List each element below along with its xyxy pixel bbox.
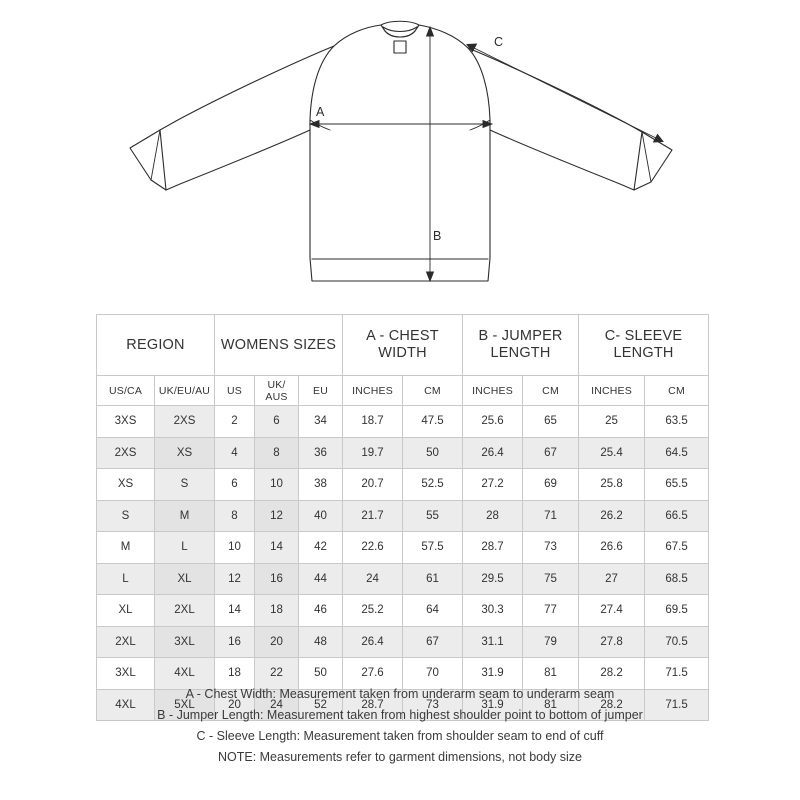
table-group-header-row [97,315,709,376]
table-cell: 4XL [97,689,155,721]
table-cell: 26.4 [463,437,523,469]
table-cell: 30.3 [463,595,523,627]
measurement-notes [0,684,800,768]
table-cell: 27.8 [579,626,645,658]
table-cell: 4XL [155,658,215,690]
table-cell: 31.1 [463,626,523,658]
table-row [97,532,709,564]
table-cell: 26.2 [579,500,645,532]
group-header-sleeve-length: C- SLEEVE LENGTH [579,315,709,376]
table-cell: 67 [523,437,579,469]
table-cell: 12 [255,500,299,532]
table-cell: 68.5 [645,563,709,595]
label-c: C [494,35,504,49]
table-cell: 20.7 [343,469,403,501]
sub-header-sleeve-cm: CM [645,376,709,406]
table-cell: 28 [463,500,523,532]
table-cell: 8 [215,500,255,532]
table-row [97,595,709,627]
table-row [97,563,709,595]
table-cell: 50 [299,658,343,690]
table-cell: 73 [523,532,579,564]
table-cell: 69.5 [645,595,709,627]
size-chart-table [96,314,709,721]
table-cell: 64 [403,595,463,627]
table-cell: 16 [255,563,299,595]
table-cell: 65 [523,406,579,438]
table-cell: 2XS [155,406,215,438]
table-cell: 19.7 [343,437,403,469]
group-header-chest-width: A - CHEST WIDTH [343,315,463,376]
table-sub-header-row [97,376,709,406]
table-cell: 40 [299,500,343,532]
table-cell: 27.2 [463,469,523,501]
sub-header-us: US [215,376,255,406]
table-cell: 18.7 [343,406,403,438]
table-cell: XS [155,437,215,469]
table-cell: 67.5 [645,532,709,564]
table-cell: 24 [343,563,403,595]
table-cell: 63.5 [645,406,709,438]
table-cell: S [155,469,215,501]
sub-header-chest-inches: INCHES [343,376,403,406]
sub-header-length-inches: INCHES [463,376,523,406]
table-cell: 34 [299,406,343,438]
table-cell: 6 [215,469,255,501]
table-cell: 2XL [155,595,215,627]
table-cell: 81 [523,658,579,690]
note-chest-width: A - Chest Width: Measurement taken from underarm seam to underarm seam [185,687,615,701]
table-cell: 50 [403,437,463,469]
table-cell: 28.7 [343,689,403,721]
table-cell: L [97,563,155,595]
table-cell: 52.5 [403,469,463,501]
table-cell: 16 [215,626,255,658]
table-cell: 3XL [97,658,155,690]
table-cell: 2XL [97,626,155,658]
table-cell: 44 [299,563,343,595]
table-cell: 28.7 [463,532,523,564]
table-cell: 55 [403,500,463,532]
table-body [97,406,709,721]
table-cell: 22.6 [343,532,403,564]
note-general: NOTE: Measurements refer to garment dimensions, not body size [217,750,583,764]
table-row [97,437,709,469]
table-cell: 69 [523,469,579,501]
table-cell: 25.4 [579,437,645,469]
table-cell: 26.6 [579,532,645,564]
sub-header-us-ca: US/CA [97,376,155,406]
table-cell: 48 [299,626,343,658]
table-cell: L [155,532,215,564]
table-cell: 71.5 [645,689,709,721]
table-cell: XS [97,469,155,501]
table-cell: 64.5 [645,437,709,469]
table-cell: 77 [523,595,579,627]
table-row [97,406,709,438]
table-cell: M [97,532,155,564]
sub-header-eu: EU [299,376,343,406]
table-cell: 28.2 [579,658,645,690]
table-cell: 27.4 [579,595,645,627]
table-cell: 10 [255,469,299,501]
note-jumper-length: B - Jumper Length: Measurement taken from highest shoulder point to bottom of jumper [157,708,643,722]
table-cell: 73 [403,689,463,721]
table-cell: 2 [215,406,255,438]
label-a: A [316,105,325,119]
sweatshirt-drawing [0,0,800,310]
table-cell: 29.5 [463,563,523,595]
table-cell: 31.9 [463,689,523,721]
table-row [97,500,709,532]
group-header-jumper-length: B - JUMPER LENGTH [463,315,579,376]
table-cell: 27.6 [343,658,403,690]
table-cell: 25.6 [463,406,523,438]
table-cell: 47.5 [403,406,463,438]
table-cell: 28.2 [579,689,645,721]
sub-header-uk-eu-au: UK/EU/AU [155,376,215,406]
table-cell: 61 [403,563,463,595]
table-cell: XL [97,595,155,627]
group-header-womens-sizes: WOMENS SIZES [215,315,343,376]
size-chart-table-wrapper [96,314,708,721]
table-cell: 20 [255,626,299,658]
label-b: B [433,229,442,243]
table-cell: 25.2 [343,595,403,627]
table-cell: M [155,500,215,532]
table-cell: 14 [215,595,255,627]
note-sleeve-length: C - Sleeve Length: Measurement taken from shoulder seam to end of cuff [196,729,604,743]
table-cell: 5XL [155,689,215,721]
garment-illustration [0,0,800,310]
table-cell: 26.4 [343,626,403,658]
table-cell: XL [155,563,215,595]
group-header-region: REGION [97,315,215,376]
table-cell: 27 [579,563,645,595]
table-cell: 3XL [155,626,215,658]
table-cell: 14 [255,532,299,564]
sub-header-chest-cm: CM [403,376,463,406]
sub-header-length-cm: CM [523,376,579,406]
table-cell: 70 [403,658,463,690]
table-cell: 18 [215,658,255,690]
table-cell: 70.5 [645,626,709,658]
table-cell: 4 [215,437,255,469]
table-cell: 6 [255,406,299,438]
table-cell: S [97,500,155,532]
table-cell: 2XS [97,437,155,469]
table-cell: 3XS [97,406,155,438]
table-cell: 20 [215,689,255,721]
table-cell: 25.8 [579,469,645,501]
sub-header-sleeve-inches: INCHES [579,376,645,406]
table-cell: 25 [579,406,645,438]
table-cell: 21.7 [343,500,403,532]
table-cell: 71 [523,500,579,532]
table-row [97,469,709,501]
sub-header-uk-aus: UK/ AUS [255,376,299,406]
table-cell: 18 [255,595,299,627]
table-cell: 75 [523,563,579,595]
table-cell: 57.5 [403,532,463,564]
table-cell: 71.5 [645,658,709,690]
table-cell: 12 [215,563,255,595]
table-cell: 22 [255,658,299,690]
table-cell: 31.9 [463,658,523,690]
table-cell: 36 [299,437,343,469]
table-cell: 81 [523,689,579,721]
table-cell: 67 [403,626,463,658]
table-cell: 24 [255,689,299,721]
table-cell: 8 [255,437,299,469]
table-cell: 10 [215,532,255,564]
table-row [97,626,709,658]
table-cell: 65.5 [645,469,709,501]
table-cell: 66.5 [645,500,709,532]
table-cell: 79 [523,626,579,658]
table-cell: 42 [299,532,343,564]
table-cell: 52 [299,689,343,721]
table-cell: 38 [299,469,343,501]
table-cell: 46 [299,595,343,627]
